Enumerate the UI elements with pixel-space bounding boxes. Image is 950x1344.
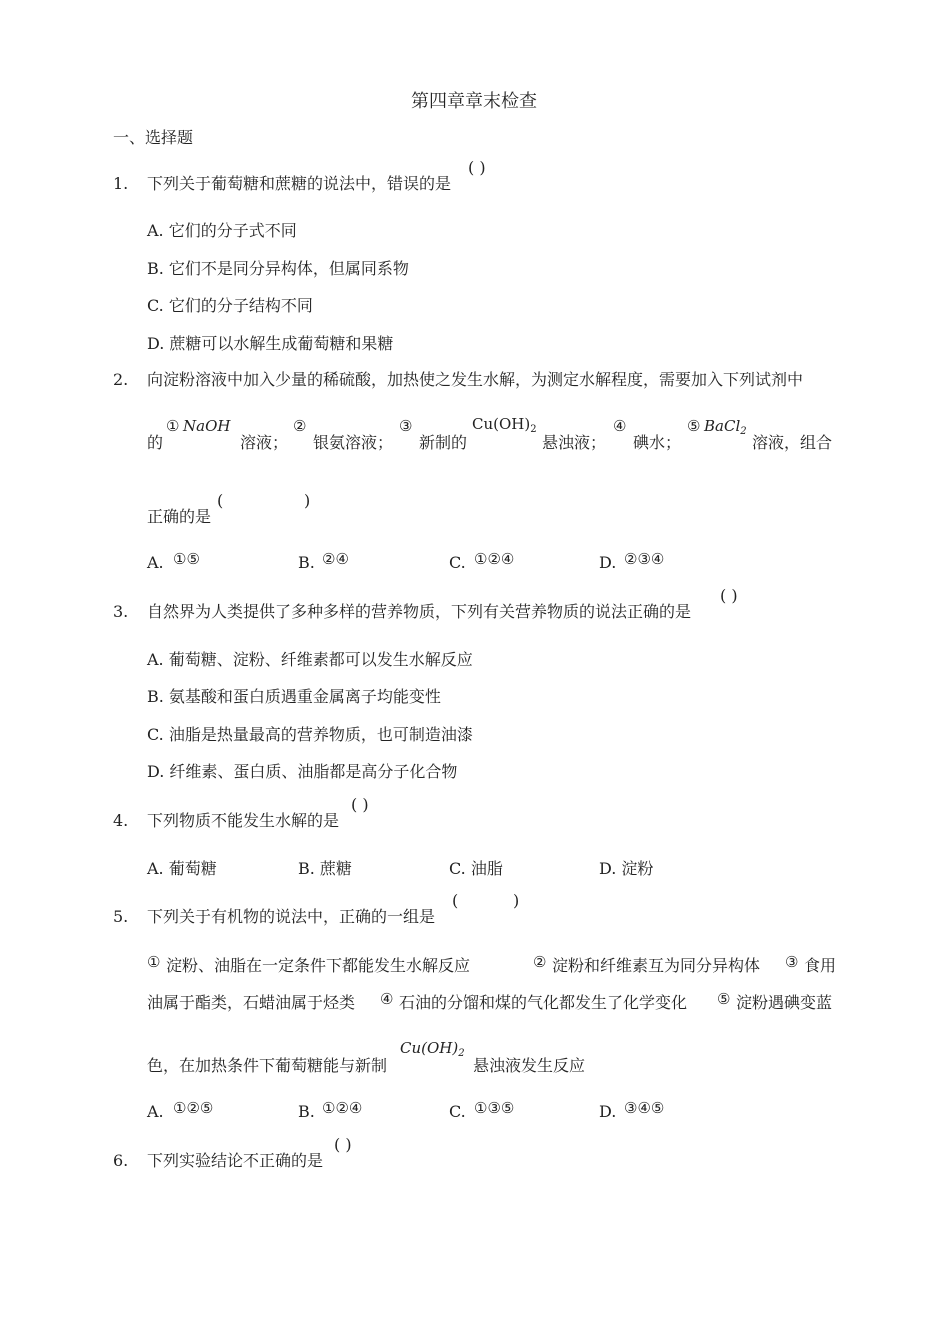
q3-stem: 自然界为人类提供了多种多样的营养物质，下列有关营养物质的说法正确的是: [147, 602, 692, 621]
q4-option-a: A. 葡萄糖: [147, 859, 217, 878]
q2-t4: 碘水；: [633, 433, 682, 452]
q2-option-a-value: ①⑤: [173, 550, 200, 568]
q1-answer-blank: ( ): [468, 158, 486, 177]
q5-statement-5: 淀粉遇碘变蓝: [736, 993, 833, 1012]
q3-option-b: B. 氨基酸和蛋白质遇重金属离子均能变性: [147, 687, 441, 706]
q6-stem: 下列实验结论不正确的是: [147, 1151, 324, 1170]
q3-answer-blank: ( ): [720, 586, 738, 605]
q4-option-c: C. 油脂: [449, 859, 503, 878]
q4-answer-blank: ( ): [351, 795, 369, 814]
q5-circle-1: ①: [147, 953, 161, 971]
q2-t1: 溶液；: [240, 433, 289, 452]
q2-t2: 银氨溶液；: [313, 433, 394, 452]
q5-option-b: B.: [298, 1102, 315, 1121]
q3-number: 3.: [113, 602, 129, 621]
q5-circle-2: ②: [533, 953, 547, 971]
q2-number: 2.: [113, 370, 129, 389]
q2-paren-right: ): [304, 491, 311, 510]
q3-option-d: D. 纤维素、蛋白质、油脂都是高分子化合物: [147, 762, 458, 781]
q2-line3: 正确的是: [147, 507, 212, 526]
q2-option-a: A.: [147, 553, 164, 572]
q2-circle-2: ②: [293, 417, 307, 435]
q2-de: 的: [147, 433, 164, 452]
q2-paren-left: (: [217, 491, 224, 510]
q4-number: 4.: [113, 811, 129, 830]
q5-line2: 油属于酯类，石蜡油属于烃类: [147, 993, 356, 1012]
page-title: 第四章章末检查: [411, 91, 537, 112]
q2-t5: 溶液，组合: [752, 433, 833, 452]
q1-option-b: B. 它们不是同分异构体，但属同系物: [147, 259, 409, 278]
q5-line3b: 悬浊液发生反应: [473, 1056, 586, 1075]
q2-option-d-value: ②③④: [624, 550, 665, 568]
q2-t3b: 悬浊液；: [542, 433, 607, 452]
q2-bacl2: BaCl$_2$: [704, 417, 747, 437]
q2-option-b-value: ②④: [322, 550, 349, 568]
q1-option-c: C. 它们的分子结构不同: [147, 296, 313, 315]
q5-statement-3: 食用: [804, 956, 837, 975]
q2-option-d: D.: [599, 553, 617, 572]
q5-statement-4: 石油的分馏和煤的气化都发生了化学变化: [399, 993, 688, 1012]
q2-circle-5: ⑤: [687, 417, 701, 435]
q5-stem: 下列关于有机物的说法中，正确的一组是: [147, 907, 436, 926]
q5-option-c: C.: [449, 1102, 466, 1121]
q5-option-c-value: ①③⑤: [474, 1099, 515, 1117]
q5-circle-3: ③: [785, 953, 799, 971]
q5-option-a-value: ①②⑤: [173, 1099, 214, 1117]
q6-answer-blank: ( ): [334, 1135, 352, 1154]
q2-cuoh2: $Cu(OH)_2$: [472, 415, 537, 435]
q5-line3: 色，在加热条件下葡萄糖能与新制: [147, 1056, 388, 1075]
q5-circle-5: ⑤: [717, 990, 731, 1008]
q2-naoh: NaOH: [183, 417, 231, 435]
q2-option-c-value: ①②④: [474, 550, 515, 568]
q5-statement-2: 淀粉和纤维素互为同分异构体: [552, 956, 761, 975]
q3-option-c: C. 油脂是热量最高的营养物质，也可制造油漆: [147, 725, 473, 744]
q2-circle-3: ③: [399, 417, 413, 435]
q4-option-d: D. 淀粉: [599, 859, 654, 878]
q5-option-d-value: ③④⑤: [624, 1099, 665, 1117]
q2-option-c: C.: [449, 553, 466, 572]
q5-statement-1: 淀粉、油脂在一定条件下都能发生水解反应: [166, 956, 471, 975]
section-heading: 一、选择题: [113, 128, 194, 147]
q4-stem: 下列物质不能发生水解的是: [147, 811, 340, 830]
q5-paren-right: ): [513, 891, 520, 910]
q2-t3: 新制的: [419, 433, 468, 452]
q1-number: 1.: [113, 174, 129, 193]
q2-line1: 向淀粉溶液中加入少量的稀硫酸，加热使之发生水解，为测定水解程度，需要加入下列试剂中: [147, 370, 804, 389]
q1-option-d: D. 蔗糖可以水解生成葡萄糖和果糖: [147, 334, 394, 353]
q2-option-b: B.: [298, 553, 315, 572]
q5-number: 5.: [113, 907, 129, 926]
q1-stem: 下列关于葡萄糖和蔗糖的说法中，错误的是: [147, 174, 452, 193]
q5-option-b-value: ①②④: [322, 1099, 363, 1117]
q5-paren-left: (: [452, 891, 459, 910]
q2-circle-4: ④: [613, 417, 627, 435]
q5-cuoh2: $Cu(OH)_2$: [400, 1039, 465, 1059]
q4-option-b: B. 蔗糖: [298, 859, 352, 878]
q5-option-a: A.: [147, 1102, 164, 1121]
q5-option-d: D.: [599, 1102, 617, 1121]
q5-circle-4: ④: [380, 990, 394, 1008]
q3-option-a: A. 葡萄糖、淀粉、纤维素都可以发生水解反应: [147, 650, 473, 669]
q1-option-a: A. 它们的分子式不同: [147, 221, 297, 240]
q2-circle-1: ①: [166, 417, 180, 435]
q6-number: 6.: [113, 1151, 129, 1170]
